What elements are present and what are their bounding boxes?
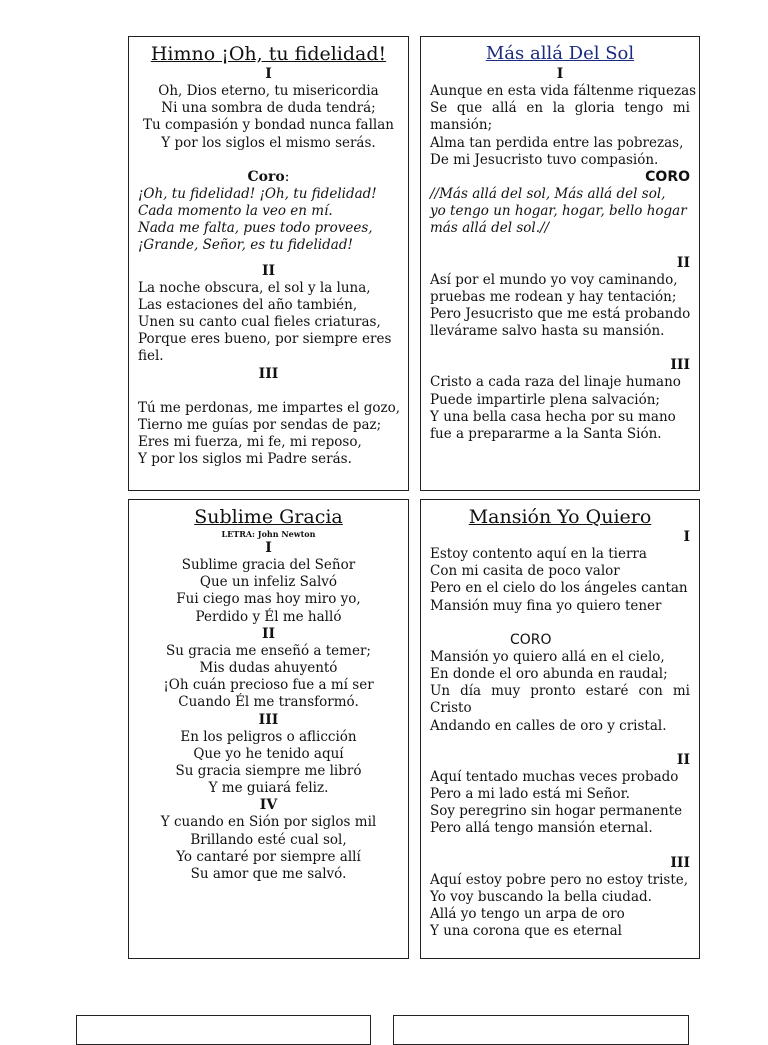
verse-line: Fui ciego mas hoy miro yo, (176, 591, 361, 608)
verse-number: IV (259, 797, 278, 814)
verse-line: Oh, Dios eterno, tu misericordia (158, 83, 379, 99)
verse-line: mansión; (430, 117, 493, 134)
verse-line: Tierno me guías por sendas de paz; (138, 416, 382, 433)
verse-line: Así por el mundo yo voy caminando, (430, 271, 678, 288)
verse-line: Se que allá en la gloria tengo mi (430, 100, 690, 117)
verse-number: I (265, 540, 272, 556)
verse-line: Que un infeliz Salvó (199, 574, 338, 591)
verse-number: II (261, 262, 276, 279)
verse-line: fiel. (138, 348, 164, 365)
verse-line: Y por los siglos el mismo serás. (161, 134, 376, 151)
verse-line: fue a prepararme a la Santa Sión. (430, 426, 662, 443)
verse-number: III (258, 711, 279, 728)
verse-line: Que yo he tenido aquí (193, 745, 344, 762)
verse-line: Soy peregrino sin hogar permanente (430, 803, 683, 820)
chorus-line: Nada me falta, pues todo provees, (138, 220, 373, 237)
verse-line: Mansión muy fina yo quiero tener (430, 597, 662, 614)
verse-line: En los peligros o aflicción (180, 728, 357, 745)
verse-line: llevárame salvo hasta su mansión. (430, 323, 665, 340)
chorus-line: ¡Grande, Señor, es tu fidelidad! (138, 237, 353, 254)
hymn-title: Más allá Del Sol (485, 43, 635, 64)
chorus-line: Un día muy pronto estaré con mi (430, 683, 690, 700)
verse-number: I (683, 529, 690, 545)
verse-line: Aquí tentado muchas veces probado (430, 768, 679, 785)
chorus-label: CORO (645, 169, 690, 186)
hymn-card-partial-left (76, 1015, 371, 1045)
chorus-line: más allá del sol.// (430, 220, 550, 237)
verse-line: Su gracia me enseñó a temer; (166, 642, 371, 659)
verse-line: Y cuando en Sión por siglos mil (160, 814, 377, 831)
verse-line: Con mi casita de poco valor (430, 563, 620, 580)
verse-line: Ni una sombra de duda tendrá; (161, 100, 376, 117)
verse-line: Su amor que me salvó. (190, 866, 347, 883)
verse-line: Cristo a cada raza del linaje humano (430, 374, 681, 391)
verse-line: Porque eres bueno, por siempre eres (138, 331, 392, 348)
hymn-card-mansion-yo-quiero (420, 499, 700, 959)
verse-number: II (261, 625, 276, 642)
verse-line: Brillando esté cual sol, (190, 831, 347, 848)
verse-line: De mi Jesucristo tuvo compasión. (430, 151, 659, 168)
verse-line: La noche obscura, el sol y la luna, (138, 279, 371, 296)
verse-line: ¡Oh cuán precioso fue a mí ser (163, 677, 374, 694)
verse-line: Y me guiará feliz. (208, 780, 329, 797)
verse-number: III (670, 854, 690, 871)
verse-line: Yo cantaré por siempre allí (176, 848, 361, 865)
verse-line: Puede impartirle plena salvación; (430, 391, 660, 408)
hymn-title: Sublime Gracia (194, 506, 343, 528)
verse-number: I (556, 66, 564, 82)
verse-number: III (670, 357, 690, 374)
verse-line: Unen su canto cual fieles criaturas, (138, 314, 381, 331)
verse-line: Tu compasión y bondad nunca fallan (143, 117, 394, 134)
chorus-line: ¡Oh, tu fidelidad! ¡Oh, tu fidelidad! (138, 185, 377, 202)
verse-line: Sublime gracia del Señor (181, 557, 356, 573)
chorus-line: Andando en calles de oro y cristal. (430, 717, 667, 734)
verse-line: Mis dudas ahuyentó (199, 660, 338, 677)
hymn-title: Himno ¡Oh, tu fidelidad! (150, 43, 387, 65)
verse-line: Tú me perdonas, me impartes el gozo, (138, 399, 401, 416)
chorus-label-suffix: : (284, 168, 290, 185)
verse-line: Pero en el cielo do los ángeles cantan (430, 580, 688, 597)
verse-number: II (676, 254, 690, 271)
chorus-line: En donde el oro abunda en raudal; (430, 666, 668, 683)
verse-number: II (676, 751, 690, 768)
verse-line: Las estaciones del año también, (138, 296, 358, 313)
verse-line: Alma tan perdida entre las pobrezas, (430, 134, 684, 151)
hymn-card-sublime-gracia (128, 499, 409, 959)
verse-line: Allá yo tengo un arpa de oro (430, 906, 625, 923)
chorus-line: Cada momento la veo en mí. (138, 203, 333, 220)
hymn-card-oh-tu-fidelidad (128, 36, 409, 491)
chorus-line: //Más allá del sol, Más allá del sol, (430, 186, 666, 203)
verse-line: pruebas me rodean y hay tentación; (430, 288, 677, 305)
verse-line: Cuando Él me transformó. (178, 694, 359, 711)
chorus-line: Cristo (430, 700, 472, 717)
verse-line: Y una bella casa hecha por su mano (430, 408, 676, 425)
verse-line: Y una corona que es eternal (430, 923, 622, 940)
hymn-card-mas-alla-del-sol (420, 36, 700, 491)
chorus-label: Coro (247, 168, 285, 185)
verse-line: Pero a mi lado está mi Señor. (430, 786, 630, 803)
verse-line: Aunque en esta vida fáltenme riquezas (430, 83, 697, 99)
verse-line: Eres mi fuerza, mi fe, mi reposo, (138, 434, 362, 451)
chorus-heading (138, 169, 399, 186)
verse-number: III (258, 365, 279, 382)
chorus-label: CORO (510, 631, 552, 648)
lyrics-credit: LETRA: John Newton (221, 529, 316, 539)
verse-line: Perdido y Él me halló (195, 608, 342, 625)
verse-line: Su gracia siempre me libró (175, 763, 362, 780)
hymn-title: Mansión Yo Quiero (468, 506, 652, 528)
verse-line: Estoy contento aquí en la tierra (430, 546, 647, 562)
verse-line: Pero allá tengo mansión eternal. (430, 820, 653, 837)
verse-line: Pero Jesucristo que me está probando (430, 306, 691, 323)
verse-line: Y por los siglos mi Padre serás. (138, 451, 352, 468)
verse-line: Yo voy buscando la bella ciudad. (430, 888, 652, 905)
hymn-card-partial-right (393, 1015, 689, 1045)
verse-line: Aquí estoy pobre pero no estoy triste, (430, 871, 689, 888)
chorus-line: yo tengo un hogar, hogar, bello hogar (430, 203, 687, 220)
verse-number: I (265, 66, 272, 82)
chorus-line: Mansión yo quiero allá en el cielo, (430, 648, 665, 665)
